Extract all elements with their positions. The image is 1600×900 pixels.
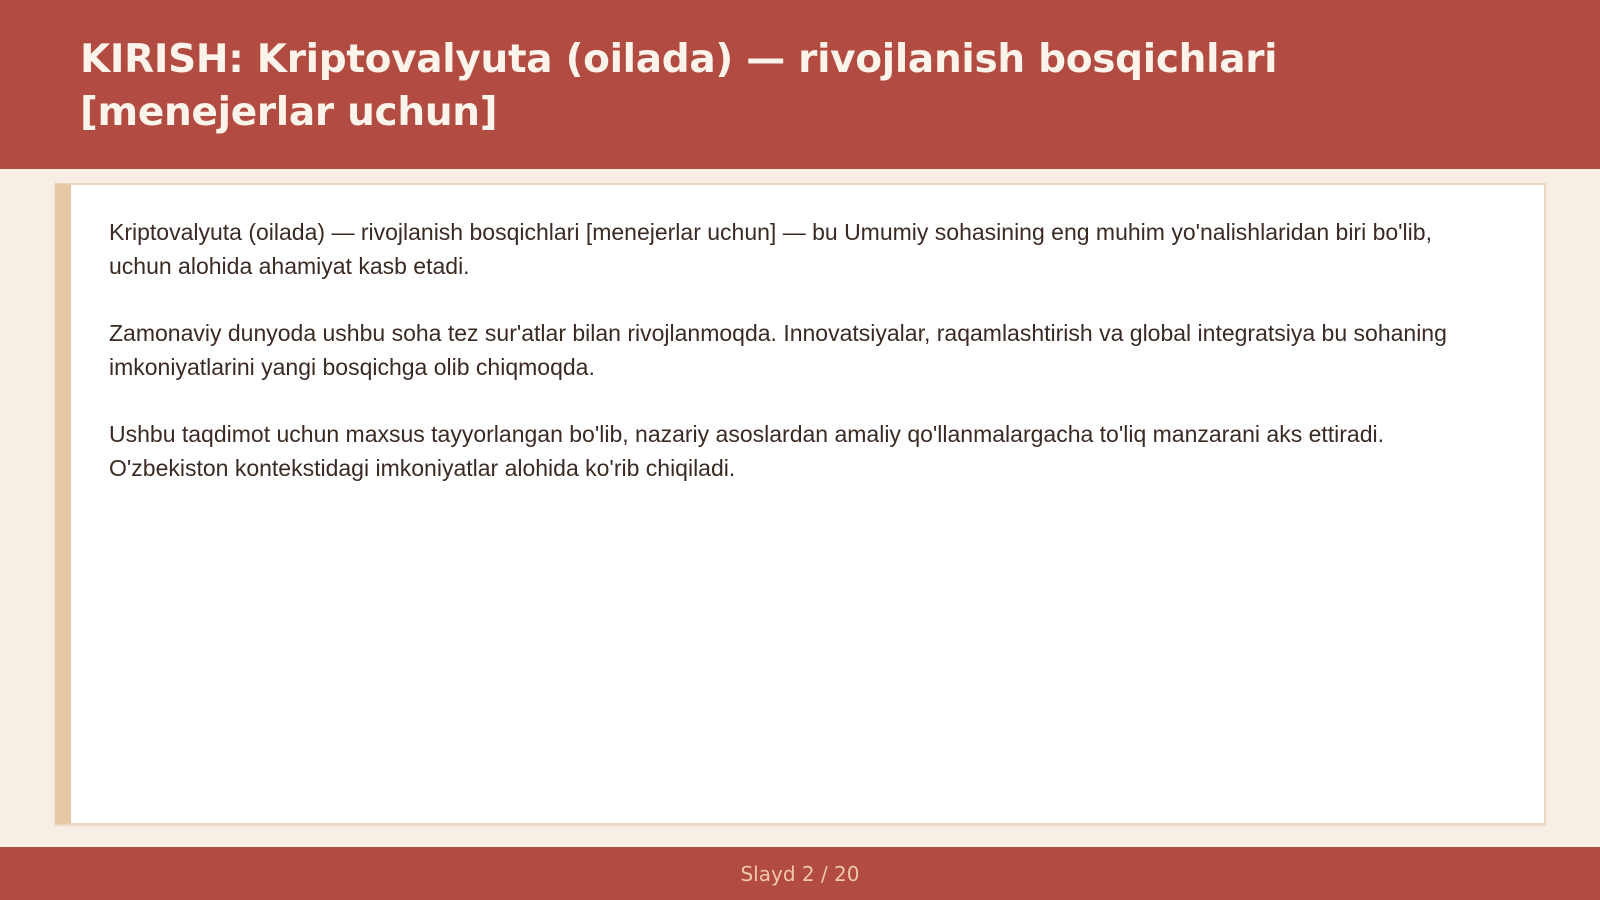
slide-footer — [0, 847, 1600, 900]
slide-counter: Slayd 2 / 20 — [740, 861, 860, 886]
content-card — [55, 183, 1546, 825]
intro-paragraph: Kriptovalyuta (oilada) — rivojlanish bosqichlari [menejerlar uchun] — bu Umumiy sohasining eng muhim yo'nalishlaridan biri bo'lib, uchun alohida ahamiyat kasb etadi. — [109, 219, 1432, 279]
modern-world-paragraph: Zamonaviy dunyoda ushbu soha tez sur'atlar bilan rivojlanmoqda. Innovatsiyalar, raqamlashtirish va global integratsiya bu sohaning imkoniyatlarini yangi bosqichga olib chiqmoqda. — [109, 320, 1447, 380]
slide-header — [0, 0, 1600, 169]
slide-title: KIRISH: Kriptovalyuta (oilada) — rivojlanish bosqichlari [menejerlar uchun] — [80, 37, 1278, 135]
presentation-purpose-paragraph: Ushbu taqdimot uchun maxsus tayyorlangan bo'lib, nazariy asoslardan amaliy qo'llanmalargacha to'liq manzarani aks ettiradi. O'zbekiston kontekstidagi imkoniyatlar alohida ko'rib chiqiladi. — [109, 421, 1385, 481]
